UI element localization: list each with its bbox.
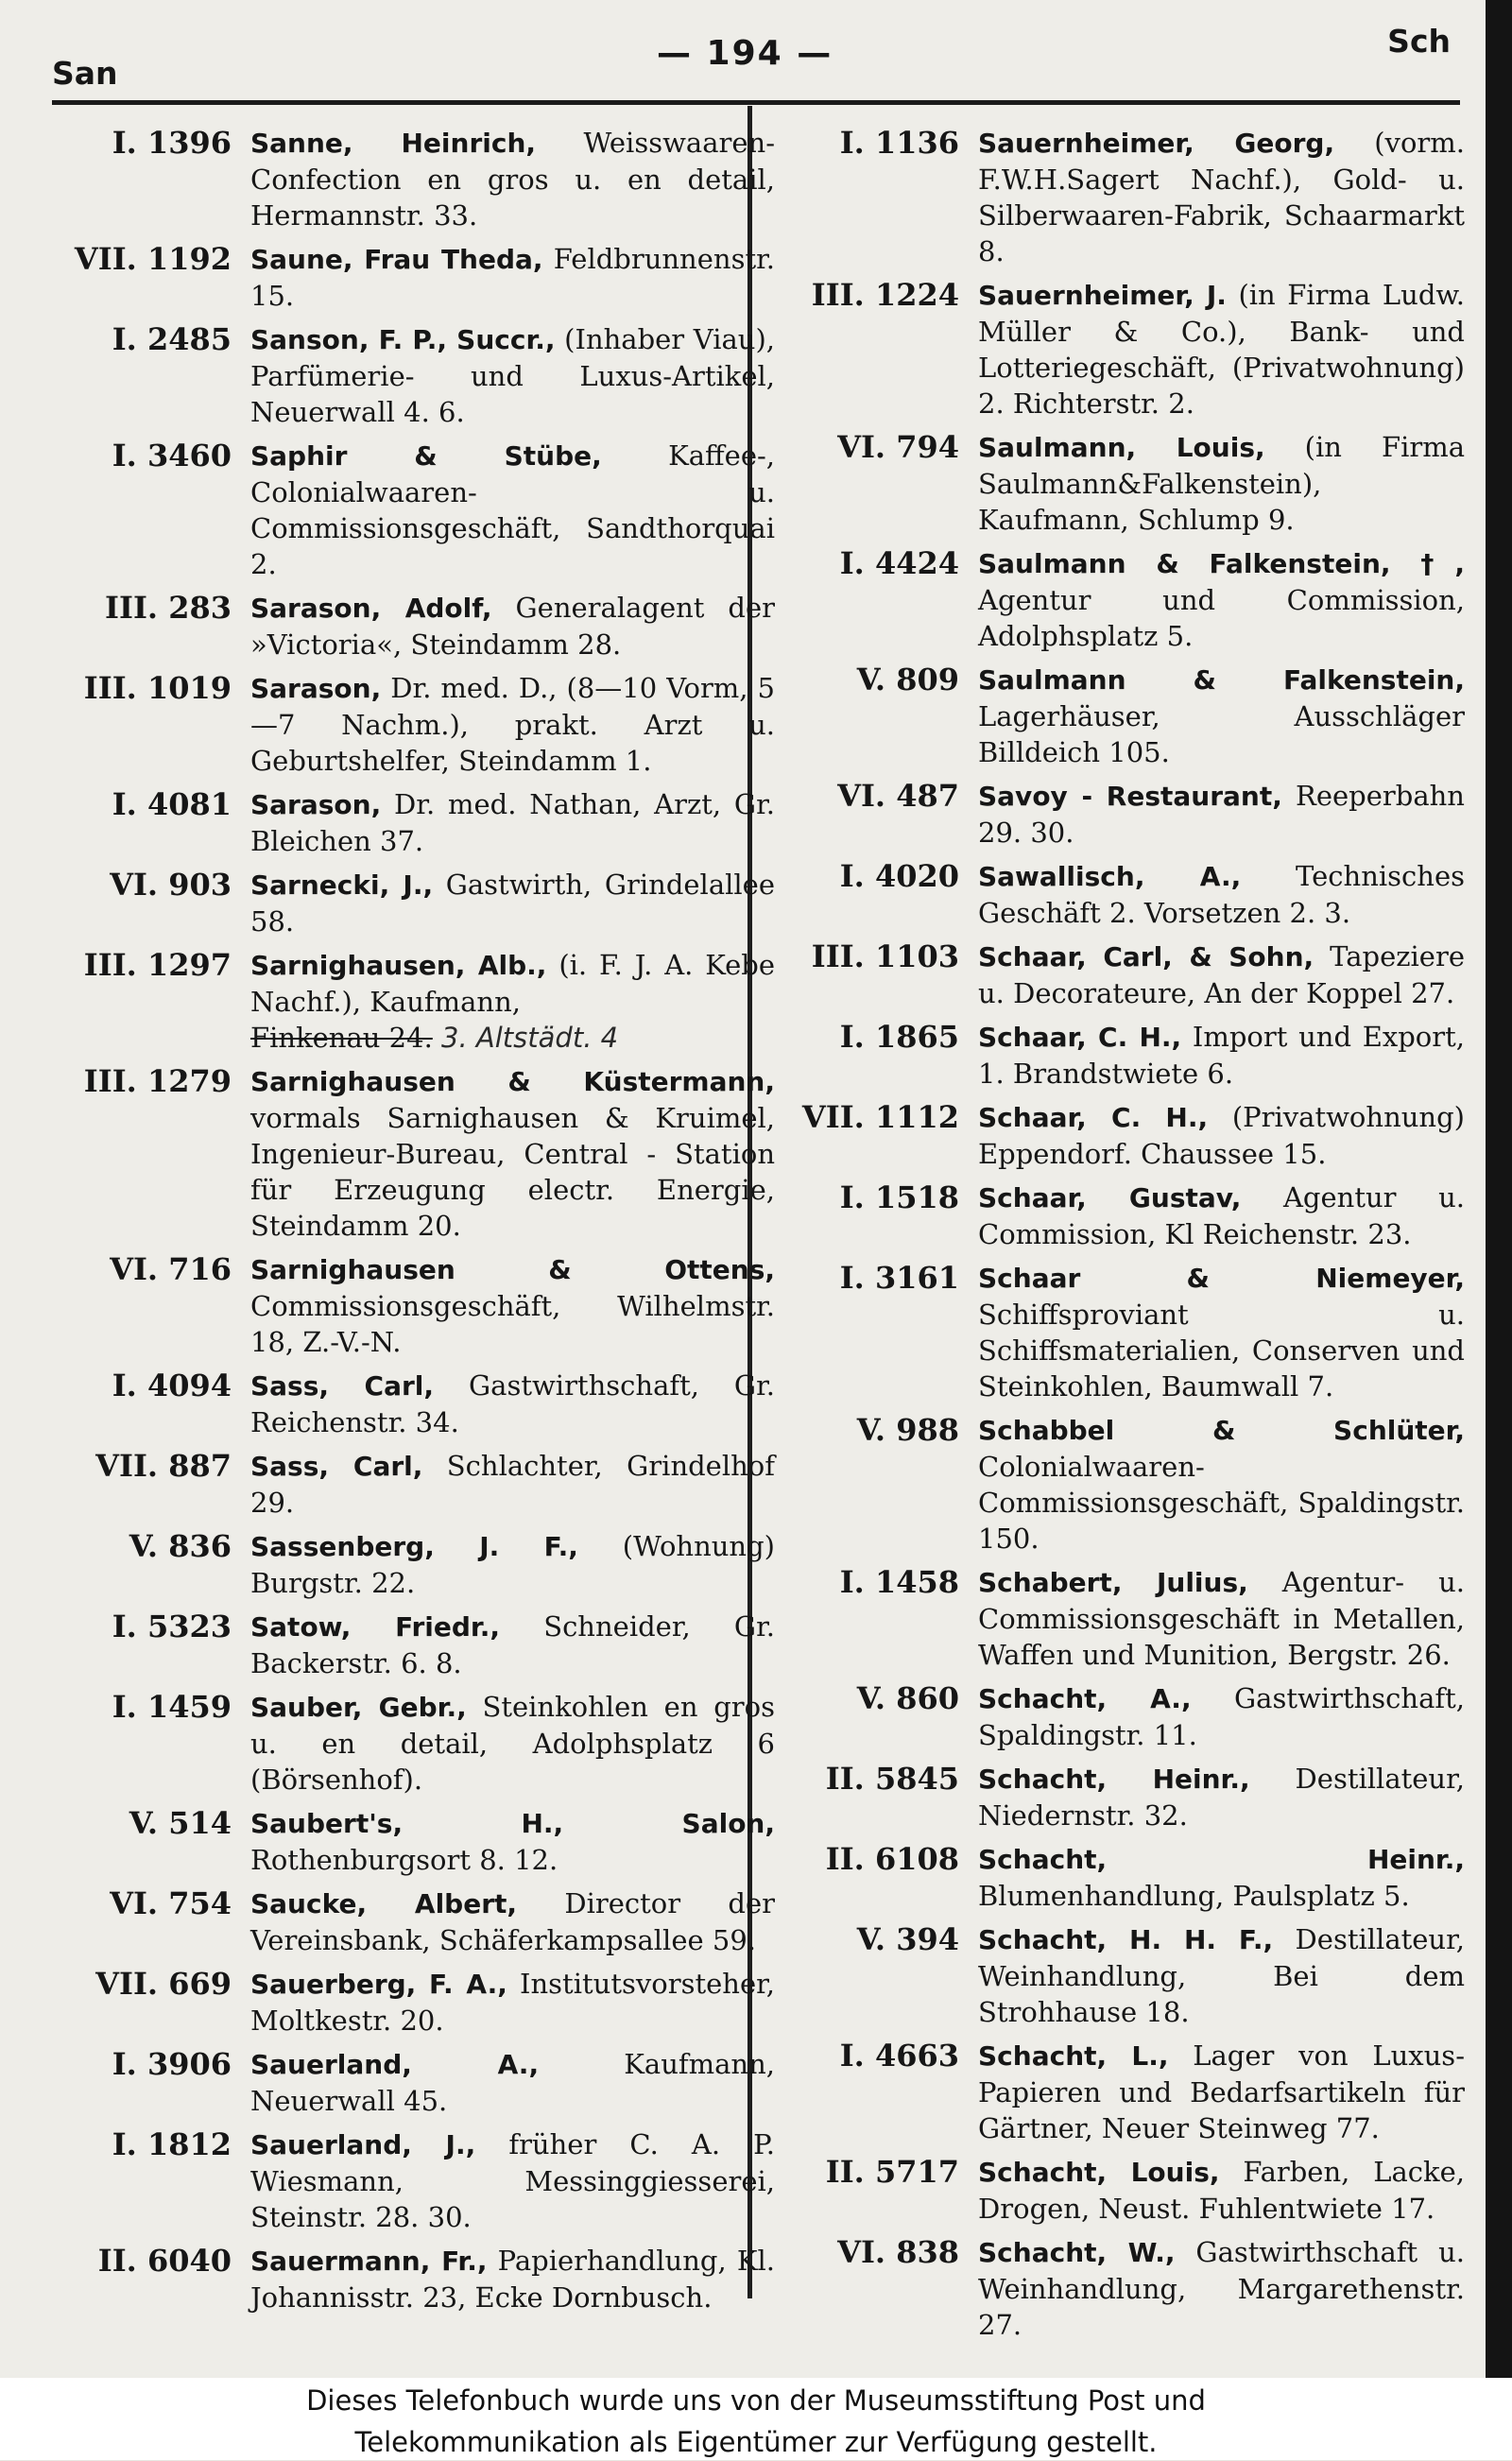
entry-details: Generalagent der »Victoria«, Steindamm 28. [250,592,775,661]
phone-number: III. 1103 [811,938,959,974]
entry-text [250,125,775,233]
entry-text [978,938,1465,1011]
directory-entry [770,2038,1465,2146]
phone-number: I. 4094 [112,1368,232,1403]
entry-details: Schneider, Gr. Backerstr. 6. 8. [250,1610,775,1679]
directory-entry [770,125,1465,269]
entry-text [978,662,1465,770]
entry-name: Saphir & Stübe, [250,440,602,472]
header-rule [52,100,1460,105]
entry-details: Gastwirthschaft, Gr. Reichenstr. 34. [250,1369,775,1438]
entry-details: Kaufmann, Neuerwall 45. [250,2048,775,2117]
entry-name: Sarason, [250,789,382,820]
entry-details: (in Firma Saulmann&Falkenstein), Kaufmann, Schlump 9. [978,431,1465,536]
left-column [43,125,775,2323]
phone-number: I. 3161 [839,1260,959,1296]
entry-name: Saucke, Albert, [250,1888,518,1919]
phone-number: II. 6040 [97,2243,232,2279]
entry-name: Schacht, A., [978,1683,1192,1714]
directory-entry [43,867,775,939]
entry-name: Saulmann & Falkenstein, [978,664,1465,696]
directory-entry [43,125,775,233]
entry-name: Sanne, Heinrich, [250,128,537,159]
phone-number: I. 1396 [112,125,232,161]
entry-text [250,2243,775,2315]
directory-entry [770,1921,1465,2030]
entry-details: (vorm. F.W.H.Sagert Nachf.), Gold- u. Silberwaaren-Fabrik, Schaarmarkt 8. [978,127,1465,267]
entry-text [250,241,775,314]
entry-name: Schaar, C. H., [978,1022,1182,1053]
entry-text [250,1805,775,1878]
entry-name: Schacht, H. H. F., [978,1924,1274,1955]
entry-text [978,1019,1465,1092]
entry-text [978,1260,1465,1404]
phone-number: V. 394 [856,1921,959,1957]
entry-details: Director der Vereinsbank, Schäferkampsallee 59. [250,1887,775,1956]
phone-number: VI. 838 [837,2234,959,2270]
phone-number: VII. 1192 [74,241,232,277]
directory-entry [770,2154,1465,2227]
entry-text [250,1528,775,1601]
entry-name: Sanson, F. P., Succr., [250,324,556,355]
entry-text [250,670,775,779]
entry-name: Sauerland, J., [250,2129,476,2160]
entry-text [250,1368,775,1440]
directory-entry [770,778,1465,851]
entry-details: Reeperbahn 29. 30. [978,780,1465,849]
entry-name: Sass, Carl, [250,1370,435,1402]
phone-number: II. 5717 [825,2154,959,2190]
phone-number: I. 2485 [112,321,232,357]
phone-number: VII. 669 [95,1966,232,2002]
directory-entry [43,1805,775,1878]
directory-entry [770,545,1465,654]
phone-number: VI. 903 [110,867,232,903]
directory-entry [43,786,775,859]
phone-number: III. 1297 [83,947,232,983]
entry-text [978,1921,1465,2030]
entry-name: Schaar, Gustav, [978,1182,1242,1213]
entry-details: Schiffsproviant u. Schiffsmaterialien, Conserven und Steinkohlen, Baumwall 7. [978,1299,1465,1403]
entry-details: Gastwirth, Grindelallee 58. [250,869,775,938]
entry-text [978,1099,1465,1172]
phone-number: VII. 1112 [801,1099,959,1135]
phone-number: I. 1865 [839,1019,959,1055]
entry-text [250,867,775,939]
phone-number: I. 3906 [112,2046,232,2082]
entry-text [250,947,775,1056]
entry-details: vormals Sarnighausen & Kruimel, Ingenieur-Bureau, Central - Station für Erzeugung electr. Energie, Steindamm 20. [250,1102,775,1242]
entry-details: Farben, Lacke, Drogen, Neust. Fuhlentwiete 17. [978,2156,1465,2225]
footer-notice [0,2378,1512,2460]
phone-number: III. 1279 [83,1063,232,1099]
entry-name: Sarnighausen & Ottens, [250,1254,775,1285]
entry-name: Satow, Friedr., [250,1611,500,1643]
entry-text [250,2046,775,2119]
entry-details: (Privatwohnung) Eppendorf. Chaussee 15. [978,1101,1465,1170]
directory-entry [770,1680,1465,1753]
entry-details: Tapeziere u. Decorateure, An der Koppel 27. [978,940,1465,1009]
entry-name: Saubert's, H., Salon, [250,1808,775,1839]
entry-name: Saune, Frau Theda, [250,244,543,275]
entry-text [250,321,775,430]
handwritten-annotation: 3. Altstädt. 4 [441,1022,619,1054]
phone-number: VI. 794 [837,429,959,465]
directory-entry [43,1063,775,1244]
entry-text [978,2154,1465,2227]
directory-entry [43,1609,775,1681]
entry-details: Agentur und Commission, Adolphsplatz 5. [978,584,1465,652]
phone-number: III. 1019 [83,670,232,706]
entry-details: Gastwirthschaft, Spaldingstr. 11. [978,1682,1465,1751]
entry-name: Sassenberg, J. F., [250,1531,578,1562]
phone-number: VII. 887 [95,1448,232,1484]
phone-number: I. 1459 [112,1689,232,1725]
entry-name: Sarason, Adolf, [250,593,492,624]
scan-edge [1486,0,1512,2378]
entry-name: Sauernheimer, J. [978,280,1227,311]
directory-entry [770,662,1465,770]
entry-name: Sarnighausen & Küstermann, [250,1066,775,1097]
directory-entry [770,429,1465,538]
directory-entry [43,2046,775,2119]
directory-entry [770,1841,1465,1914]
phone-number: V. 860 [856,1680,959,1716]
entry-details: Lager von Luxus-Papieren und Bedarfsartikeln für Gärtner, Neuer Steinweg 77. [978,2039,1465,2144]
directory-entry [43,947,775,1056]
footer-line-2: Telekommunikation als Eigentümer zur Verfügung gestellt. [354,2426,1158,2458]
phone-number: I. 1518 [839,1179,959,1215]
entry-text [978,545,1465,654]
entry-details: Rothenburgsort 8. 12. [250,1844,558,1876]
phone-number: I. 4663 [839,2038,959,2074]
phone-number: I. 4020 [839,858,959,894]
entry-details: Steinkohlen en gros u. en detail, Adolphsplatz 6 (Börsenhof). [250,1691,775,1796]
phone-number: VI. 716 [110,1251,232,1287]
phone-number: V. 514 [129,1805,232,1841]
entry-name: Schacht, W., [978,2237,1176,2268]
directory-entry [770,2234,1465,2343]
directory-entry [43,1966,775,2039]
directory-entry [43,1448,775,1521]
entry-details: Import und Export, 1. Brandstwiete 6. [978,1021,1465,1090]
entry-name: Sarnecki, J., [250,869,434,901]
directory-entry [43,1528,775,1601]
directory-entry [770,1179,1465,1252]
phone-number: I. 4424 [839,545,959,581]
entry-details: Dr. med. D., (8—10 Vorm, 5—7 Nachm.), prakt. Arzt u. Geburtshelfer, Steindamm 1. [250,672,775,777]
entry-details: Lagerhäuser, Ausschläger Billdeich 105. [978,700,1465,768]
directory-entry [770,1761,1465,1833]
phone-number: III. 1224 [811,277,959,313]
page-header [52,17,1451,93]
directory-entry [43,1885,775,1958]
entry-details: Weisswaaren-Confection en gros u. en detail, Hermannstr. 33. [250,127,775,232]
directory-entry [43,590,775,663]
entry-text [978,1412,1465,1557]
page-number: — 194 — [657,34,833,73]
directory-entry [770,1099,1465,1172]
entry-text [250,1448,775,1521]
entry-name: Sauber, Gebr., [250,1692,467,1723]
entry-name: Sass, Carl, [250,1451,423,1482]
phone-number: V. 836 [129,1528,232,1564]
entry-name: Saulmann, Louis, [978,432,1265,463]
entry-text [250,1251,775,1360]
entry-name: Schabbel & Schlüter, [978,1415,1465,1446]
entry-details: (Inhaber Viau), Parfümerie- und Luxus-Artikel, Neuerwall 4. 6. [250,323,775,428]
entry-details: Dr. med. Nathan, Arzt, Gr. Bleichen 37. [250,788,775,857]
entry-details: Blumenhandlung, Paulsplatz 5. [978,1880,1410,1912]
entry-details: Technisches Geschäft 2. Vorsetzen 2. 3. [978,860,1465,929]
entry-text [978,277,1465,422]
entry-details: (i. F. J. A. Kebe Nachf.), Kaufmann, [250,949,776,1018]
entry-name: Sarnighausen, Alb., [250,950,547,981]
entry-text [978,858,1465,931]
entry-details: Schlachter, Grindelhof 29. [250,1450,775,1519]
header-left: San [52,55,118,92]
phone-number: I. 1136 [839,125,959,161]
phone-number: II. 6108 [825,1841,959,1877]
entry-details: früher C. A. P. Wiesmann, Messinggiesserei, Steinstr. 28. 30. [250,2128,775,2233]
entry-name: Sarason, [250,673,382,704]
struck-address: Finkenau 24. [250,1022,433,1054]
phone-number: I. 1458 [839,1564,959,1600]
phone-number: V. 988 [856,1412,959,1448]
entry-name: Schacht, L., [978,2040,1169,2072]
entry-details: Agentur- u. Commissionsgeschäft in Metallen, Waffen und Munition, Bergstr. 26. [978,1566,1465,1671]
entry-name: Sauermann, Fr., [250,2246,488,2277]
directory-entry [770,1412,1465,1557]
entry-details: (Wohnung) Burgstr. 22. [250,1530,775,1599]
directory-entry [43,1689,775,1798]
phone-number: I. 5323 [112,1609,232,1644]
entry-text [978,1761,1465,1833]
entry-name: Saulmann & Falkenstein, †, [978,548,1465,579]
phone-number: VI. 487 [837,778,959,814]
entry-text [250,1885,775,1958]
entry-details: Agentur u. Commission, Kl Reichenstr. 23. [978,1181,1466,1250]
entry-name: Savoy - Restaurant, [978,781,1282,812]
phone-number: V. 809 [856,662,959,697]
entry-name: Schacht, Louis, [978,2157,1220,2188]
directory-entry [770,938,1465,1011]
entry-text [978,2234,1465,2343]
entry-text [978,429,1465,538]
footer-line-1: Dieses Telefonbuch wurde uns von der Museumsstiftung Post und [306,2384,1206,2417]
entry-name: Schaar, Carl, & Sohn, [978,941,1314,972]
entry-name: Schacht, Heinr., [978,1844,1465,1875]
directory-entry [43,2243,775,2315]
entry-details: Papierhandlung, Kl. Johannisstr. 23, Ecke Dornbusch. [250,2245,775,2314]
phone-number: I. 1812 [112,2126,232,2162]
entry-details: Feldbrunnenstr. 15. [250,243,776,312]
phone-number: I. 4081 [112,786,232,822]
entry-details: Colonialwaaren-Commissionsgeschäft, Spaldingstr. 150. [978,1451,1465,1555]
directory-entry [43,2126,775,2235]
entry-text [250,1966,775,2039]
entry-name: Sawallisch, A., [978,861,1242,892]
entry-text [978,1564,1465,1673]
directory-entry [770,858,1465,931]
directory-entry [43,1251,775,1360]
entry-name: Sauerland, A., [250,2049,540,2080]
directory-entry [43,670,775,779]
entry-text [978,2038,1465,2146]
entry-details: Institutsvorsteher, Moltkestr. 20. [250,1968,775,2037]
right-column [770,125,1465,2350]
directory-entry [770,1019,1465,1092]
phone-number: II. 5845 [825,1761,959,1797]
header-right: Sch [1387,23,1451,60]
entry-details: Commissionsgeschäft, Wilhelmstr. 18, Z.-V.-N. [250,1290,775,1358]
entry-text [978,778,1465,851]
directory-entry [770,277,1465,422]
entry-details: (in Firma Ludw. Müller & Co.), Bank- und Lotteriegeschäft, (Privatwohnung) 2. Richterstr. 2. [978,279,1465,420]
entry-text [978,125,1465,269]
entry-text [978,1680,1465,1753]
entry-name: Schacht, Heinr., [978,1764,1250,1795]
entry-text [250,1063,775,1244]
entry-name: Sauerberg, F. A., [250,1969,507,2000]
entry-details: Destillateur, Niedernstr. 32. [978,1763,1466,1832]
entry-text [250,438,775,582]
entry-name: Schabert, Julius, [978,1567,1248,1598]
entry-text [250,1609,775,1681]
entry-text [250,2126,775,2235]
entry-name: Sauernheimer, Georg, [978,128,1335,159]
entry-text [250,786,775,859]
entry-name: Schaar, C. H., [978,1102,1209,1133]
entry-details: Destillateur, Weinhandlung, Bei dem Strohhause 18. [978,1923,1465,2028]
phone-number: III. 283 [105,590,232,626]
phone-number: I. 3460 [112,438,232,473]
directory-entry [43,321,775,430]
directory-entry [43,438,775,582]
entry-details: Gastwirthschaft u. Weinhandlung, Margarethenstr. 27. [978,2236,1465,2341]
entry-name: Schaar & Niemeyer, [978,1263,1465,1294]
entry-text [250,1689,775,1798]
entry-details: Kaffee-, Colonialwaaren- u. Commissionsgeschäft, Sandthorquai 2. [250,439,776,580]
entry-text [978,1179,1465,1252]
directory-entry [43,1368,775,1440]
directory-entry [770,1564,1465,1673]
directory-entry [43,241,775,314]
entry-text [250,590,775,663]
phone-number: VI. 754 [110,1885,232,1921]
directory-entry [770,1260,1465,1404]
entry-text [978,1841,1465,1914]
